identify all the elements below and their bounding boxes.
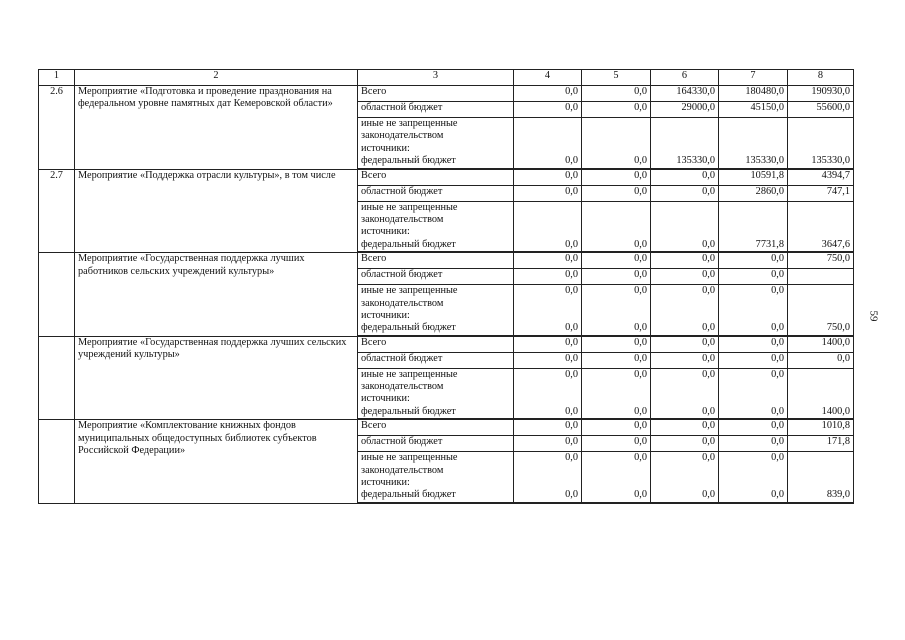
source-label-other bbox=[358, 118, 514, 169]
value-other bbox=[722, 202, 784, 214]
spacer-cell bbox=[788, 502, 854, 503]
value-cell bbox=[651, 118, 719, 169]
value-cell: 0,0 bbox=[582, 253, 651, 269]
value-cell: 0,0 bbox=[582, 352, 651, 368]
value-cell: 0,0 bbox=[582, 436, 651, 452]
source-label-regional: областной бюджет bbox=[358, 436, 514, 452]
value-cell bbox=[582, 368, 651, 419]
source-label-total: Всего bbox=[358, 336, 514, 352]
source-label-other bbox=[358, 452, 514, 503]
item-title: Мероприятие «Комплектование книжных фондов муниципальных общедоступных библиотек субъектов Российской Федерации» bbox=[75, 420, 358, 504]
source-label-other-line: иные не запрещенные bbox=[361, 201, 458, 213]
value-other bbox=[791, 202, 850, 214]
item-title: Мероприятие «Государственная поддержка лучших работников сельских учреждений культуры» bbox=[75, 253, 358, 337]
value-other: 0,0 bbox=[565, 285, 578, 297]
value-other: 0,0 bbox=[565, 368, 578, 380]
value-cell: 0,0 bbox=[719, 269, 788, 285]
value-cell: 1400,0 bbox=[788, 336, 854, 352]
value-federal: 0,0 bbox=[702, 238, 715, 250]
table-row bbox=[39, 169, 854, 185]
page-number: 59 bbox=[867, 310, 880, 322]
value-federal: 1400,0 bbox=[821, 405, 850, 417]
value-cell: 10591,8 bbox=[719, 169, 788, 185]
source-label-federal: федеральный бюджет bbox=[361, 322, 456, 334]
value-cell: 45150,0 bbox=[719, 102, 788, 118]
value-cell: 750,0 bbox=[788, 253, 854, 269]
value-other: 0,0 bbox=[565, 452, 578, 464]
header-cell: 4 bbox=[514, 70, 582, 86]
source-label-other bbox=[358, 201, 514, 252]
value-other: 0,0 bbox=[702, 452, 715, 464]
item-title: Мероприятие «Поддержка отрасли культуры», в том числе bbox=[75, 169, 358, 253]
value-cell bbox=[514, 201, 582, 252]
source-label-other-line: источники: bbox=[361, 477, 410, 489]
source-label-other-line: иные не запрещенные bbox=[361, 118, 458, 129]
value-federal: 0,0 bbox=[702, 405, 715, 417]
value-cell: 29000,0 bbox=[651, 102, 719, 118]
value-cell: 0,0 bbox=[514, 169, 582, 185]
value-federal: 0,0 bbox=[565, 489, 578, 501]
value-cell bbox=[582, 201, 651, 252]
source-label-federal: федеральный бюджет bbox=[361, 155, 456, 167]
value-cell: 0,0 bbox=[788, 352, 854, 368]
table-row bbox=[39, 420, 854, 436]
value-federal: 839,0 bbox=[826, 489, 850, 501]
table-row bbox=[39, 336, 854, 352]
value-federal: 750,0 bbox=[826, 322, 850, 334]
item-number: 2.7 bbox=[39, 169, 75, 253]
header-cell: 5 bbox=[582, 70, 651, 86]
value-cell bbox=[719, 452, 788, 503]
source-label-other bbox=[358, 285, 514, 336]
value-other bbox=[791, 369, 850, 381]
value-cell bbox=[582, 285, 651, 336]
source-label-total: Всего bbox=[358, 420, 514, 436]
value-cell: 0,0 bbox=[582, 185, 651, 201]
source-label-other-line: законодательством bbox=[361, 381, 444, 393]
value-cell bbox=[514, 368, 582, 419]
value-cell: 0,0 bbox=[514, 420, 582, 436]
value-cell: 0,0 bbox=[719, 336, 788, 352]
value-federal: 135330,0 bbox=[745, 155, 784, 167]
value-cell: 55600,0 bbox=[788, 102, 854, 118]
item-number bbox=[39, 253, 75, 337]
item-number bbox=[39, 336, 75, 420]
value-federal: 0,0 bbox=[565, 155, 578, 167]
header-cell: 8 bbox=[788, 70, 854, 86]
value-cell bbox=[514, 285, 582, 336]
source-label-regional: областной бюджет bbox=[358, 269, 514, 285]
value-cell bbox=[788, 201, 854, 252]
value-cell: 0,0 bbox=[582, 169, 651, 185]
value-cell bbox=[719, 285, 788, 336]
value-other bbox=[517, 118, 578, 130]
value-other bbox=[585, 202, 647, 214]
value-cell bbox=[788, 118, 854, 169]
value-cell: 0,0 bbox=[719, 253, 788, 269]
value-cell: 0,0 bbox=[514, 436, 582, 452]
table-row bbox=[39, 86, 854, 102]
value-cell: 190930,0 bbox=[788, 86, 854, 102]
item-number bbox=[39, 420, 75, 504]
value-cell: 0,0 bbox=[651, 253, 719, 269]
source-label-other-line: источники: bbox=[361, 226, 410, 238]
value-cell: 0,0 bbox=[514, 185, 582, 201]
value-other bbox=[791, 285, 850, 297]
value-cell bbox=[719, 118, 788, 169]
spacer-cell bbox=[358, 502, 514, 503]
value-cell: 0,0 bbox=[582, 420, 651, 436]
value-other bbox=[791, 452, 850, 464]
document-page bbox=[38, 69, 854, 504]
value-other bbox=[654, 118, 715, 130]
header-cell: 6 bbox=[651, 70, 719, 86]
source-label-other-line: источники: bbox=[361, 309, 410, 321]
value-cell: 4394,7 bbox=[788, 169, 854, 185]
value-federal: 0,0 bbox=[634, 238, 647, 250]
header-cell: 2 bbox=[75, 70, 358, 86]
value-cell bbox=[651, 201, 719, 252]
value-federal: 0,0 bbox=[565, 405, 578, 417]
value-cell: 1010,8 bbox=[788, 420, 854, 436]
value-cell: 0,0 bbox=[651, 436, 719, 452]
source-label-federal: федеральный бюджет bbox=[361, 489, 456, 501]
value-cell bbox=[719, 368, 788, 419]
value-other: 0,0 bbox=[702, 368, 715, 380]
value-other: 0,0 bbox=[634, 285, 647, 297]
source-label-other-line: источники: bbox=[361, 142, 410, 154]
spacer-cell bbox=[719, 502, 788, 503]
value-other bbox=[654, 202, 715, 214]
header-cell: 1 bbox=[39, 70, 75, 86]
value-cell bbox=[651, 368, 719, 419]
value-cell: 180480,0 bbox=[719, 86, 788, 102]
header-cell: 7 bbox=[719, 70, 788, 86]
spacer-cell bbox=[651, 502, 719, 503]
value-cell: 171,8 bbox=[788, 436, 854, 452]
value-cell: 0,0 bbox=[651, 169, 719, 185]
value-other: 0,0 bbox=[634, 452, 647, 464]
source-label-total: Всего bbox=[358, 169, 514, 185]
source-label-total: Всего bbox=[358, 86, 514, 102]
source-label-other-line: иные не запрещенные bbox=[361, 285, 458, 297]
spacer-cell bbox=[582, 502, 651, 503]
value-federal: 7731,8 bbox=[755, 238, 784, 250]
value-cell bbox=[788, 269, 854, 285]
source-label-regional: областной бюджет bbox=[358, 102, 514, 118]
value-other: 0,0 bbox=[771, 368, 784, 380]
value-cell: 0,0 bbox=[719, 420, 788, 436]
value-federal: 0,0 bbox=[634, 489, 647, 501]
value-cell: 0,0 bbox=[651, 185, 719, 201]
table-header-row bbox=[39, 70, 854, 86]
value-federal: 0,0 bbox=[702, 322, 715, 334]
value-other bbox=[722, 118, 784, 130]
value-cell: 2860,0 bbox=[719, 185, 788, 201]
value-cell bbox=[582, 118, 651, 169]
value-cell bbox=[514, 118, 582, 169]
value-federal: 0,0 bbox=[771, 405, 784, 417]
source-label-other-line: законодательством bbox=[361, 213, 444, 225]
value-federal: 0,0 bbox=[702, 489, 715, 501]
value-cell: 0,0 bbox=[651, 336, 719, 352]
source-label-other-line: законодательством bbox=[361, 464, 444, 476]
value-cell bbox=[651, 452, 719, 503]
value-cell: 0,0 bbox=[582, 102, 651, 118]
value-cell: 0,0 bbox=[582, 86, 651, 102]
value-federal: 0,0 bbox=[565, 238, 578, 250]
budget-table bbox=[38, 69, 854, 504]
value-federal: 3647,6 bbox=[821, 238, 850, 250]
item-number: 2.6 bbox=[39, 86, 75, 170]
value-other: 0,0 bbox=[771, 452, 784, 464]
source-label-other-line: законодательством bbox=[361, 130, 444, 142]
budget-table-body bbox=[39, 70, 854, 504]
value-cell: 0,0 bbox=[651, 352, 719, 368]
value-other: 0,0 bbox=[634, 368, 647, 380]
value-cell bbox=[651, 285, 719, 336]
source-label-other bbox=[358, 368, 514, 419]
value-cell bbox=[582, 452, 651, 503]
value-cell: 0,0 bbox=[514, 253, 582, 269]
value-cell: 0,0 bbox=[514, 269, 582, 285]
value-cell: 164330,0 bbox=[651, 86, 719, 102]
value-cell: 747,1 bbox=[788, 185, 854, 201]
value-cell: 0,0 bbox=[514, 86, 582, 102]
value-federal: 0,0 bbox=[634, 322, 647, 334]
value-federal: 0,0 bbox=[771, 322, 784, 334]
value-cell: 0,0 bbox=[514, 352, 582, 368]
source-label-total: Всего bbox=[358, 253, 514, 269]
table-row bbox=[39, 253, 854, 269]
value-cell bbox=[788, 452, 854, 503]
value-cell: 0,0 bbox=[719, 436, 788, 452]
value-cell: 0,0 bbox=[719, 352, 788, 368]
value-federal: 0,0 bbox=[565, 322, 578, 334]
source-label-federal: федеральный бюджет bbox=[361, 238, 456, 250]
source-label-other-line: законодательством bbox=[361, 297, 444, 309]
value-cell: 0,0 bbox=[514, 336, 582, 352]
value-other: 0,0 bbox=[771, 285, 784, 297]
value-cell bbox=[788, 285, 854, 336]
value-other bbox=[791, 118, 850, 130]
value-other bbox=[585, 118, 647, 130]
value-federal: 135330,0 bbox=[676, 155, 715, 167]
value-cell bbox=[788, 368, 854, 419]
value-cell: 0,0 bbox=[651, 269, 719, 285]
item-title: Мероприятие «Подготовка и проведение празднования на федеральном уровне памятных дат Кемеровской области» bbox=[75, 86, 358, 170]
value-federal: 0,0 bbox=[771, 489, 784, 501]
value-cell bbox=[514, 452, 582, 503]
header-cell: 3 bbox=[358, 70, 514, 86]
value-other bbox=[517, 202, 578, 214]
value-federal: 135330,0 bbox=[811, 155, 850, 167]
source-label-other-line: иные не запрещенные bbox=[361, 368, 458, 380]
source-label-regional: областной бюджет bbox=[358, 352, 514, 368]
value-cell: 0,0 bbox=[651, 420, 719, 436]
value-federal: 0,0 bbox=[634, 155, 647, 167]
source-label-regional: областной бюджет bbox=[358, 185, 514, 201]
source-label-other-line: источники: bbox=[361, 393, 410, 405]
source-label-other-line: иные не запрещенные bbox=[361, 452, 458, 464]
spacer-cell bbox=[514, 502, 582, 503]
item-title: Мероприятие «Государственная поддержка лучших сельских учреждений культуры» bbox=[75, 336, 358, 420]
value-other: 0,0 bbox=[702, 285, 715, 297]
source-label-federal: федеральный бюджет bbox=[361, 405, 456, 417]
value-cell: 0,0 bbox=[514, 102, 582, 118]
value-cell bbox=[719, 201, 788, 252]
value-federal: 0,0 bbox=[634, 405, 647, 417]
value-cell: 0,0 bbox=[582, 336, 651, 352]
value-cell: 0,0 bbox=[582, 269, 651, 285]
